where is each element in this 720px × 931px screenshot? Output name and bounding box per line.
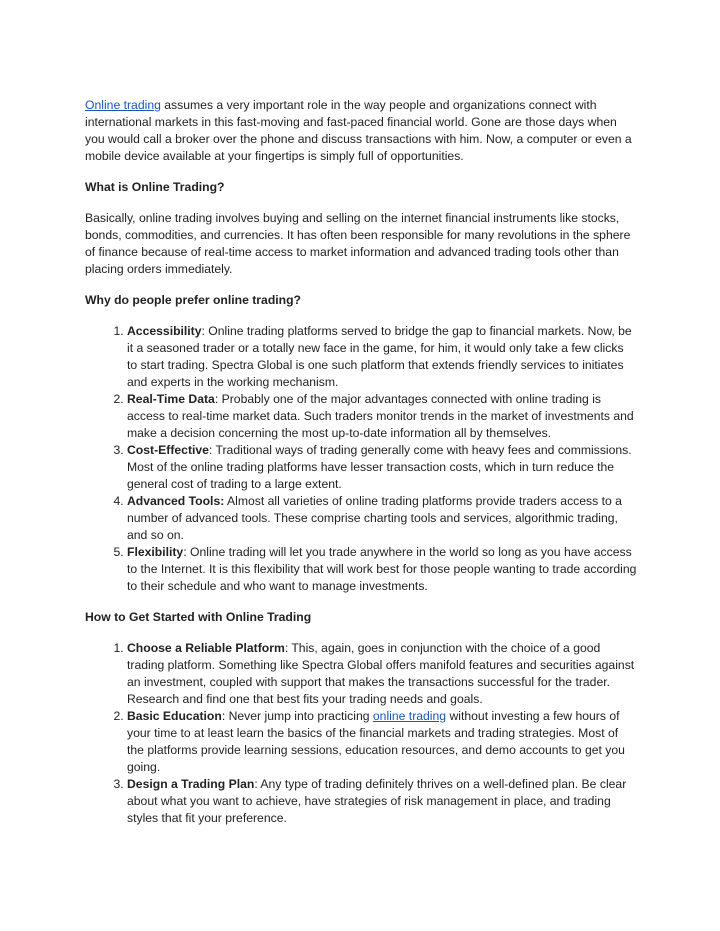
list-item-term: Real-Time Data: [127, 392, 215, 406]
list-item: [127, 391, 637, 442]
list-item-term: Design a Trading Plan: [127, 777, 255, 791]
list-item-text: Almost all varieties of online trading platforms provide traders access to a number of advanced tools. These comprise charting tools and services, algorithmic trading, and so on.: [127, 494, 622, 542]
list-item: [127, 493, 637, 544]
list-item: [127, 544, 637, 595]
list-item: [127, 442, 637, 493]
list-item-term: Accessibility: [127, 324, 202, 338]
section-body-what-is: Basically, online trading involves buying and selling on the internet financial instruments like stocks, bonds, commodities, and currencies. It has often been responsible for many revolutions in the sphere of finance because of real-time access to market information and advanced trading tools other than placing orders immediately.: [85, 211, 631, 276]
list-item-term: Choose a Reliable Platform: [127, 641, 285, 655]
why-prefer-list: [85, 323, 637, 595]
list-item-term: Cost-Effective: [127, 443, 209, 457]
section-heading-what-is: What is Online Trading?: [85, 180, 225, 194]
document-page: [85, 97, 637, 841]
list-item-text: : Any type of trading definitely thrives on a well-defined plan. Be clear about what you want to achieve, have strategies of risk management in place, and trading styles that fit your preference.: [127, 777, 627, 825]
list-item: [127, 323, 637, 391]
list-item: [127, 776, 637, 827]
list-item: [127, 708, 637, 776]
list-item-text: without investing a few hours of your time to at least learn the basics of the financial markets and trading strategies. Most of the platforms provide learning sessions, education resources, and demo accounts to get you going.: [127, 709, 625, 774]
intro-text: assumes a very important role in the way people and organizations connect with international markets in this fast-moving and fast-paced financial world. Gone are those days when you would call a broker over the phone and discuss transactions with him. Now, a computer or even a mobile device available at your fingertips is simply full of opportunities.: [85, 98, 632, 163]
online-trading-inline-link[interactable]: online trading: [372, 709, 447, 723]
list-item-text: : Never jump into practicing: [221, 709, 373, 723]
online-trading-link[interactable]: Online trading: [85, 98, 161, 112]
list-item-text: : Probably one of the major advantages connected with online trading is access to real-time market data. Such traders monitor trends in the market of investments and make a decision concerning the most up-to-date information all by themselves.: [127, 392, 634, 440]
list-item-text: : Online trading platforms served to bridge the gap to financial markets. Now, be it a seasoned trader or a totally new face in the game, for him, it would only take a few clicks to start trading. Spectra Global is one such platform that extends friendly services to initiates and experts in the working mechanism.: [127, 324, 632, 389]
section-heading-get-started: How to Get Started with Online Trading: [85, 610, 312, 624]
intro-paragraph: [85, 97, 637, 165]
list-item-term: Flexibility: [127, 545, 184, 559]
list-item-text: : Traditional ways of trading generally come with heavy fees and commissions. Most of the online trading platforms have lesser transaction costs, which in turn reduce the general cost of trading to a large extent.: [127, 443, 632, 491]
list-item-text: : Online trading will let you trade anywhere in the world so long as you have access to the Internet. It is this flexibility that will work best for those people wanting to trade according to their schedule and who want to manage investments.: [127, 545, 637, 593]
list-item-term: Advanced Tools:: [127, 494, 225, 508]
list-item: [127, 640, 637, 708]
section-heading-why-prefer: Why do people prefer online trading?: [85, 293, 301, 307]
list-item-text: : This, again, goes in conjunction with the choice of a good trading platform. Something like Spectra Global offers manifold features and securities against an investment, coupled with support that makes the transactions successful for the trader. Research and find one that best fits your trading needs and goals.: [127, 641, 635, 706]
get-started-list: [85, 640, 637, 827]
list-item-term: Basic Education: [127, 709, 222, 723]
